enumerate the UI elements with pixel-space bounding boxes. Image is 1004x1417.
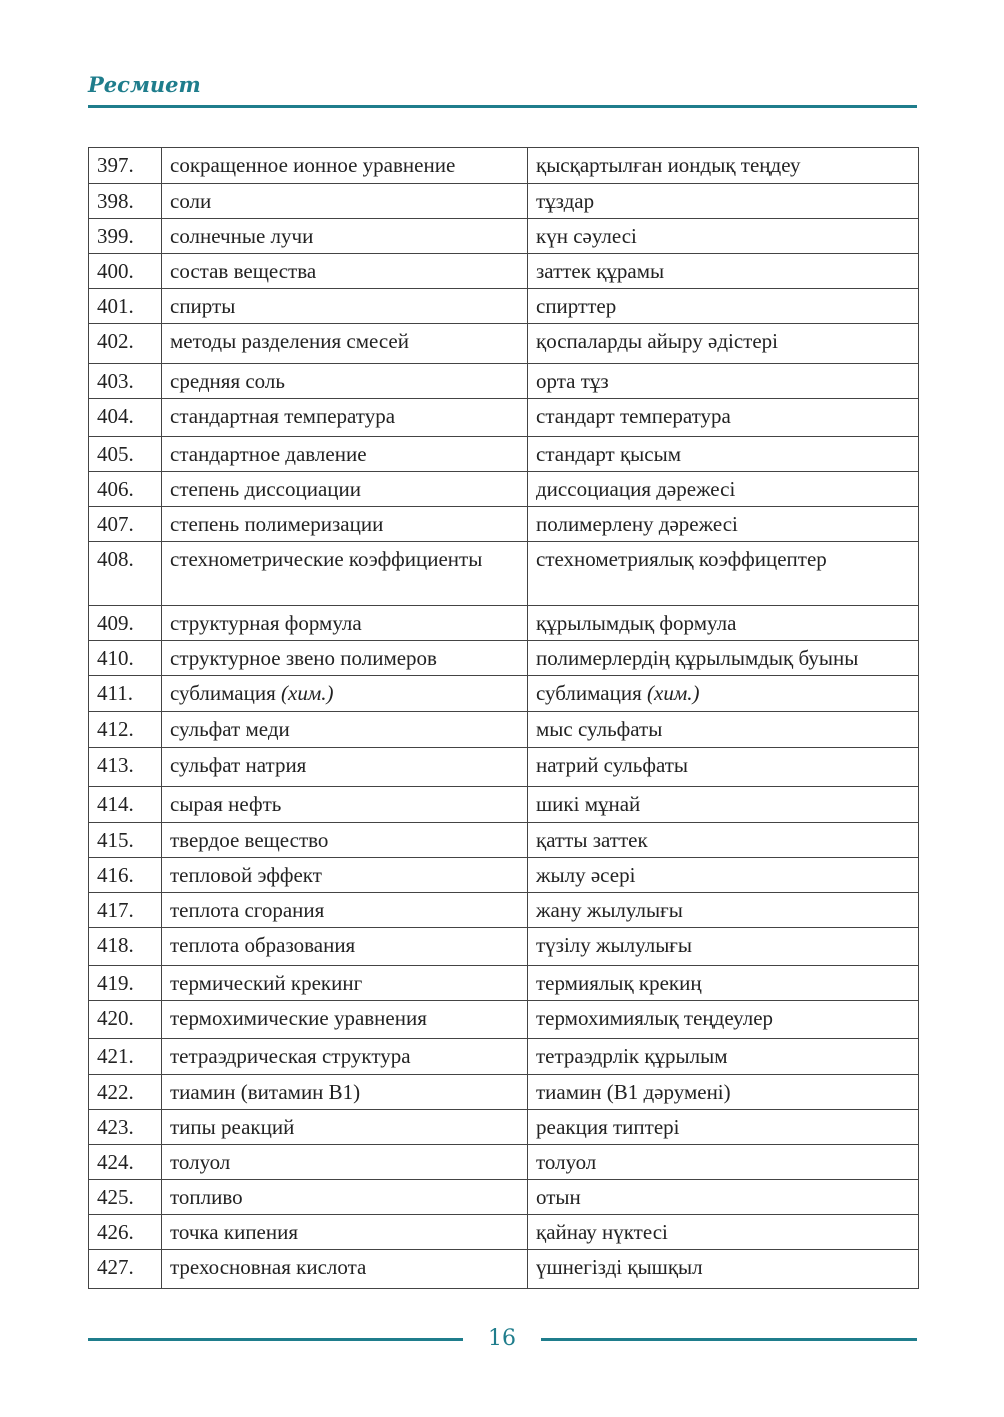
term-russian <box>162 641 528 676</box>
term-kazakh <box>528 1075 919 1110</box>
term-russian-text: типы реакций <box>170 1115 295 1139</box>
row-number: 425. <box>89 1180 162 1215</box>
term-russian <box>162 148 528 184</box>
table-row <box>89 148 919 184</box>
term-russian-text: стандартное давление <box>170 442 367 466</box>
term-kazakh-text: заттек құрамы <box>536 259 665 283</box>
term-russian <box>162 324 528 364</box>
footer-divider-left <box>88 1338 463 1341</box>
term-kazakh-note: (хим.) <box>647 681 700 705</box>
term-kazakh <box>528 254 919 289</box>
table-row <box>89 858 919 893</box>
row-number: 419. <box>89 966 162 1001</box>
term-kazakh-text: термиялық крекиң <box>536 971 702 995</box>
term-kazakh-text: қоспаларды айыру әдістері <box>536 329 778 353</box>
table-row <box>89 289 919 324</box>
term-kazakh-text: тиамин (В1 дәрумені) <box>536 1080 731 1104</box>
term-russian-text: трехосновная кислота <box>170 1255 367 1279</box>
term-russian <box>162 787 528 823</box>
row-number: 410. <box>89 641 162 676</box>
table-row <box>89 184 919 219</box>
term-russian <box>162 289 528 324</box>
term-kazakh <box>528 823 919 858</box>
term-russian <box>162 712 528 748</box>
row-number: 407. <box>89 507 162 542</box>
term-kazakh <box>528 1110 919 1145</box>
term-russian-text: методы разделения смесей <box>170 329 409 353</box>
term-kazakh-text: стехнометриялық коэффицептер <box>536 547 827 571</box>
glossary-table <box>88 147 919 1289</box>
term-kazakh <box>528 364 919 399</box>
term-kazakh <box>528 219 919 254</box>
term-russian-note: (хим.) <box>281 681 334 705</box>
term-russian <box>162 184 528 219</box>
table-row <box>89 1215 919 1250</box>
term-russian-text: термохимические уравнения <box>170 1006 427 1030</box>
term-russian <box>162 364 528 399</box>
term-russian <box>162 1110 528 1145</box>
table-row <box>89 507 919 542</box>
page-header-title: Ресмиет <box>88 72 201 97</box>
term-russian-text: стандартная температура <box>170 404 396 428</box>
table-row <box>89 748 919 787</box>
term-russian <box>162 1075 528 1110</box>
table-row <box>89 1145 919 1180</box>
term-kazakh <box>528 1180 919 1215</box>
row-number: 418. <box>89 928 162 966</box>
term-russian-text: сырая нефть <box>170 792 282 816</box>
row-number: 408. <box>89 542 162 606</box>
term-russian-text: тепловой эффект <box>170 863 322 887</box>
row-number: 397. <box>89 148 162 184</box>
term-russian <box>162 1039 528 1075</box>
table-row <box>89 787 919 823</box>
term-russian <box>162 966 528 1001</box>
term-russian <box>162 606 528 641</box>
term-kazakh-text: түзілу жылулығы <box>536 933 693 957</box>
term-russian <box>162 1180 528 1215</box>
term-kazakh-text: термохимиялық теңдеулер <box>536 1006 774 1030</box>
term-russian-text: солнечные лучи <box>170 224 314 248</box>
footer-divider-right <box>541 1338 917 1341</box>
row-number: 413. <box>89 748 162 787</box>
term-russian-text: теплота образования <box>170 933 356 957</box>
row-number: 415. <box>89 823 162 858</box>
term-russian <box>162 748 528 787</box>
term-kazakh-text: отын <box>536 1185 581 1209</box>
term-kazakh <box>528 1250 919 1289</box>
term-russian-text: состав вещества <box>170 259 317 283</box>
term-kazakh-text: толуол <box>536 1150 597 1174</box>
term-kazakh <box>528 893 919 928</box>
term-kazakh <box>528 148 919 184</box>
row-number: 411. <box>89 676 162 712</box>
term-kazakh-text: үшнегізді қышқыл <box>536 1255 703 1279</box>
term-russian <box>162 542 528 606</box>
row-number: 403. <box>89 364 162 399</box>
table-row <box>89 542 919 606</box>
term-kazakh-text: мыс сульфаты <box>536 717 663 741</box>
term-russian-text: толуол <box>170 1150 231 1174</box>
term-kazakh-text: жылу әсері <box>536 863 636 887</box>
term-kazakh-text: спирттер <box>536 294 617 318</box>
table-row <box>89 219 919 254</box>
row-number: 399. <box>89 219 162 254</box>
term-russian-text: сульфат натрия <box>170 753 307 777</box>
row-number: 401. <box>89 289 162 324</box>
table-row <box>89 254 919 289</box>
table-row <box>89 399 919 437</box>
term-russian <box>162 893 528 928</box>
table-row <box>89 324 919 364</box>
term-russian <box>162 1215 528 1250</box>
glossary-table-body <box>89 148 919 1289</box>
row-number: 417. <box>89 893 162 928</box>
row-number: 412. <box>89 712 162 748</box>
term-kazakh <box>528 1145 919 1180</box>
term-kazakh-text: стандарт температура <box>536 404 731 428</box>
term-kazakh <box>528 712 919 748</box>
term-kazakh <box>528 748 919 787</box>
table-row <box>89 676 919 712</box>
row-number: 404. <box>89 399 162 437</box>
term-kazakh <box>528 542 919 606</box>
term-kazakh <box>528 966 919 1001</box>
term-russian-text: тетраэдрическая структура <box>170 1044 411 1068</box>
term-kazakh-text: диссоциация дәрежесі <box>536 477 736 501</box>
term-russian-text: термический крекинг <box>170 971 363 995</box>
term-russian <box>162 507 528 542</box>
term-kazakh <box>528 641 919 676</box>
row-number: 427. <box>89 1250 162 1289</box>
term-russian-text: сокращенное ионное уравнение <box>170 153 456 177</box>
term-kazakh-text: тұздар <box>536 189 595 213</box>
table-row <box>89 641 919 676</box>
term-kazakh-text: шикі мұнай <box>536 792 641 816</box>
row-number: 424. <box>89 1145 162 1180</box>
row-number: 423. <box>89 1110 162 1145</box>
page-number: 16 <box>488 1326 516 1351</box>
term-russian-text: сублимация <box>170 681 276 705</box>
term-kazakh-text: орта тұз <box>536 369 609 393</box>
term-russian <box>162 928 528 966</box>
table-row <box>89 472 919 507</box>
term-russian-text: степень полимеризации <box>170 512 384 536</box>
term-kazakh <box>528 472 919 507</box>
term-kazakh <box>528 399 919 437</box>
term-kazakh-text: құрылымдық формула <box>536 611 737 635</box>
table-row <box>89 1075 919 1110</box>
term-russian-text: спирты <box>170 294 236 318</box>
term-russian-text: структурная формула <box>170 611 362 635</box>
table-row <box>89 893 919 928</box>
term-russian <box>162 472 528 507</box>
term-kazakh <box>528 606 919 641</box>
term-russian <box>162 676 528 712</box>
term-kazakh <box>528 437 919 472</box>
table-row <box>89 364 919 399</box>
term-kazakh-text: полимерлену дәрежесі <box>536 512 738 536</box>
term-russian-text: топливо <box>170 1185 243 1209</box>
row-number: 406. <box>89 472 162 507</box>
term-kazakh <box>528 787 919 823</box>
row-number: 409. <box>89 606 162 641</box>
table-row <box>89 1001 919 1039</box>
header-divider <box>88 105 917 108</box>
table-row <box>89 1180 919 1215</box>
term-russian-text: теплота сгорания <box>170 898 325 922</box>
term-russian-text: точка кипения <box>170 1220 299 1244</box>
table-row <box>89 712 919 748</box>
term-kazakh <box>528 1001 919 1039</box>
term-russian <box>162 1145 528 1180</box>
row-number: 400. <box>89 254 162 289</box>
term-kazakh-text: тетраэдрлік құрылым <box>536 1044 728 1068</box>
row-number: 402. <box>89 324 162 364</box>
term-russian-text: тиамин (витамин В1) <box>170 1080 361 1104</box>
term-russian <box>162 437 528 472</box>
term-russian <box>162 823 528 858</box>
term-russian <box>162 858 528 893</box>
term-kazakh <box>528 858 919 893</box>
term-kazakh-text: күн сәулесі <box>536 224 637 248</box>
row-number: 421. <box>89 1039 162 1075</box>
row-number: 416. <box>89 858 162 893</box>
row-number: 398. <box>89 184 162 219</box>
term-russian-text: степень диссоциации <box>170 477 362 501</box>
row-number: 420. <box>89 1001 162 1039</box>
term-kazakh <box>528 1215 919 1250</box>
row-number: 426. <box>89 1215 162 1250</box>
term-russian-text: сульфат меди <box>170 717 290 741</box>
term-kazakh-text: натрий сульфаты <box>536 753 689 777</box>
table-row <box>89 1110 919 1145</box>
table-row <box>89 437 919 472</box>
term-kazakh <box>528 289 919 324</box>
term-kazakh <box>528 1039 919 1075</box>
term-kazakh <box>528 928 919 966</box>
table-row <box>89 1039 919 1075</box>
table-row <box>89 606 919 641</box>
term-kazakh <box>528 184 919 219</box>
term-russian <box>162 1250 528 1289</box>
term-kazakh <box>528 507 919 542</box>
term-kazakh-text: сублимация <box>536 681 642 705</box>
term-russian <box>162 219 528 254</box>
term-kazakh <box>528 324 919 364</box>
term-kazakh-text: қайнау нүктесі <box>536 1220 668 1244</box>
term-russian <box>162 399 528 437</box>
term-kazakh-text: стандарт қысым <box>536 442 682 466</box>
term-russian-text: стехнометрические коэффициенты <box>170 547 483 571</box>
term-kazakh-text: реакция типтері <box>536 1115 680 1139</box>
term-russian-text: твердое вещество <box>170 828 329 852</box>
term-kazakh-text: полимерлердің құрылымдық буыны <box>536 646 859 670</box>
term-russian <box>162 1001 528 1039</box>
table-row <box>89 966 919 1001</box>
row-number: 422. <box>89 1075 162 1110</box>
term-kazakh-text: жану жылулығы <box>536 898 683 922</box>
term-kazakh-text: қатты заттек <box>536 828 648 852</box>
table-row <box>89 823 919 858</box>
row-number: 414. <box>89 787 162 823</box>
row-number: 405. <box>89 437 162 472</box>
term-russian-text: структурное звено полимеров <box>170 646 437 670</box>
term-russian-text: соли <box>170 189 212 213</box>
term-russian <box>162 254 528 289</box>
term-russian-text: средняя соль <box>170 369 285 393</box>
term-kazakh <box>528 676 919 712</box>
table-row <box>89 928 919 966</box>
table-row <box>89 1250 919 1289</box>
term-kazakh-text: қысқартылған иондық теңдеу <box>536 153 801 177</box>
